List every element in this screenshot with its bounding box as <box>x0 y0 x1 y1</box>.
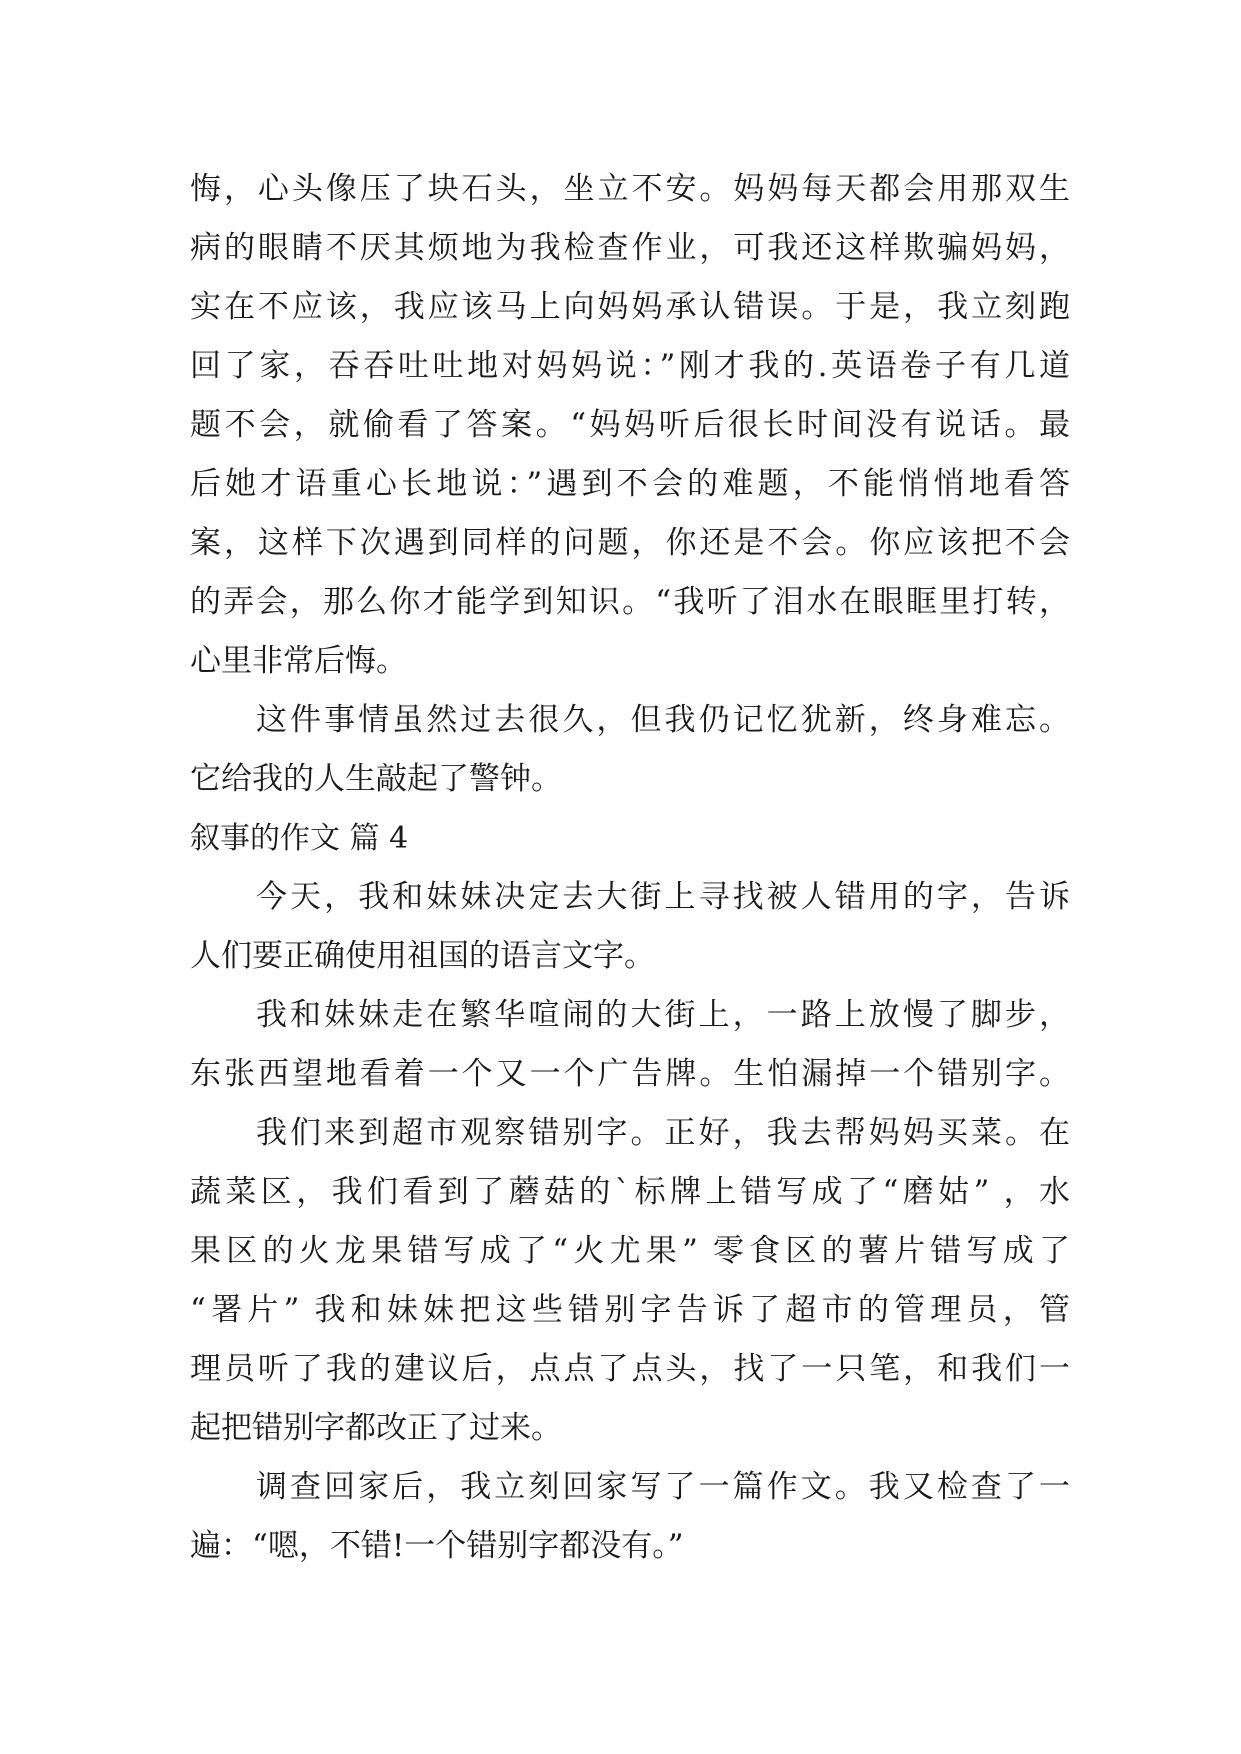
text-line: 果区的火龙果错写成了“火尤果” 零食区的薯片错写成了 <box>190 1233 1070 1269</box>
text-line: 理员听了我的建议后，点点了点头，找了一只笔，和我们一 <box>190 1351 1070 1387</box>
section-heading: 叙事的作文 篇 4 <box>190 821 409 856</box>
text-line: 回了家，吞吞吐吐地对妈妈说：”刚才我的.英语卷子有几道 <box>190 348 1070 384</box>
paragraph-first-line: 今天，我和妹妹决定去大街上寻找被人错用的字，告诉 <box>256 879 1070 915</box>
text-line: “署片” 我和妹妹把这些错别字告诉了超市的管理员，管 <box>190 1292 1070 1328</box>
article-body <box>190 160 1070 1576</box>
text-line: 蔬菜区，我们看到了蘑菇的`标牌上错写成了“磨姑” ，水 <box>190 1174 1070 1210</box>
paragraph-first-line: 这件事情虽然过去很久，但我仍记忆犹新，终身难忘。 <box>256 702 1070 738</box>
text-line: 东张西望地看着一个又一个广告牌。生怕漏掉一个错别字。 <box>190 1056 1070 1092</box>
paragraph-first-line: 我和妹妹走在繁华喧闹的大街上，一路上放慢了脚步， <box>256 997 1070 1033</box>
text-line: 人们要正确使用祖国的语言文字。 <box>190 938 655 974</box>
text-line: 实在不应该，我应该马上向妈妈承认错误。于是，我立刻跑 <box>190 289 1070 325</box>
text-line: 题不会，就偷看了答案。“妈妈听后很长时间没有说话。最 <box>190 407 1070 443</box>
paragraph-first-line: 调查回家后，我立刻回家写了一篇作文。我又检查了一 <box>256 1469 1070 1505</box>
text-line: 案，这样下次遇到同样的问题，你还是不会。你应该把不会 <box>190 525 1070 561</box>
text-line: 悔，心头像压了块石头，坐立不安。妈妈每天都会用那双生 <box>190 171 1070 207</box>
text-line: 起把错别字都改正了过来。 <box>190 1410 562 1446</box>
text-line: 的弄会，那么你才能学到知识。“我听了泪水在眼眶里打转， <box>190 584 1070 620</box>
text-line: 它给我的人生敲起了警钟。 <box>190 761 562 797</box>
text-line: 病的眼睛不厌其烦地为我检查作业，可我还这样欺骗妈妈， <box>190 230 1070 266</box>
text-line: 遍：“嗯，不错!一个错别字都没有。” <box>190 1528 684 1564</box>
text-line: 心里非常后悔。 <box>190 643 407 679</box>
text-line: 后她才语重心长地说：”遇到不会的难题，不能悄悄地看答 <box>190 466 1070 502</box>
paragraph-first-line: 我们来到超市观察错别字。正好，我去帮妈妈买菜。在 <box>256 1115 1070 1151</box>
